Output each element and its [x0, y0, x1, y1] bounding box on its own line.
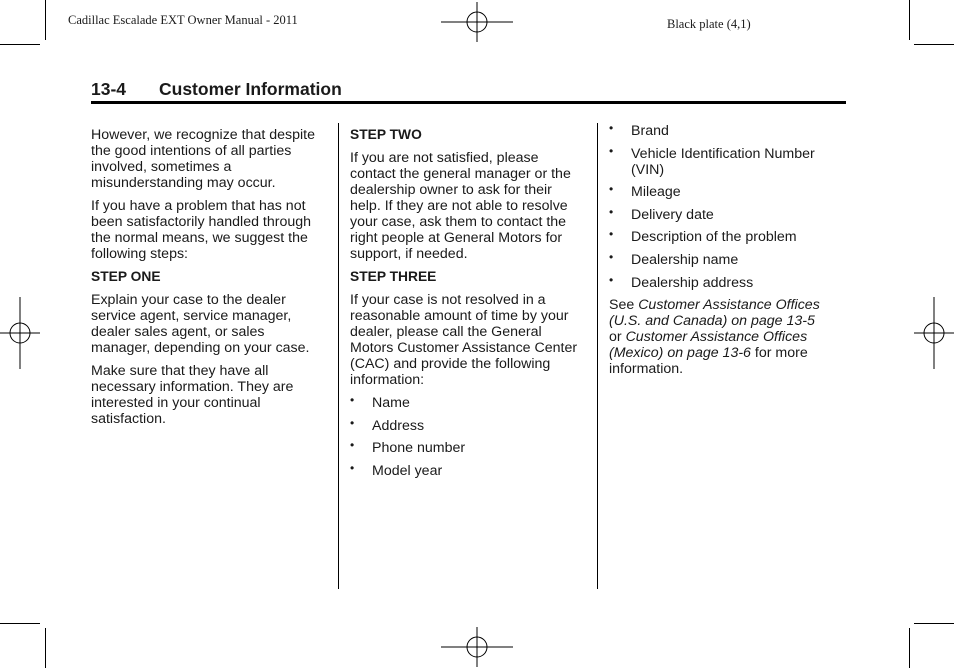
paragraph: Make sure that they have all necessary information. They are interested in your continual satisfaction. — [91, 363, 294, 427]
paragraph: However, we recognize that despite the good intentions of all parties involved, sometimes a misunderstanding may occur. — [91, 127, 315, 191]
registration-mark-right — [914, 297, 954, 369]
column-divider-2 — [597, 123, 598, 589]
column-3 — [609, 123, 829, 384]
bullet-icon: • — [350, 460, 355, 475]
see-reference: See Customer Assistance Offices (U.S. and Canada) on page 13-5 or Customer Assistance Offices (Mexico) on page 13-6 for more information. — [609, 297, 820, 378]
section-title: Customer Information — [159, 79, 342, 99]
bullet-icon: • — [609, 272, 614, 287]
section-number: 13-4 — [91, 79, 127, 99]
list-item: • Name — [350, 393, 410, 411]
step-three-heading: STEP THREE — [350, 269, 437, 284]
bullet-icon: • — [350, 438, 355, 453]
bullet-icon: • — [609, 204, 614, 219]
bullet-icon: • — [609, 143, 614, 158]
column-1 — [91, 127, 323, 434]
section-heading — [91, 79, 846, 101]
list-item: • Dealership address — [609, 272, 754, 291]
list-item: • Address — [350, 415, 425, 434]
bullet-icon: • — [609, 121, 614, 135]
list-item: • Vehicle Identification Number (VIN) — [609, 143, 815, 178]
step-one-heading: STEP ONE — [91, 269, 161, 284]
bullet-icon: • — [350, 393, 355, 407]
paragraph: If you have a problem that has not been satisfactorily handled through the normal means, we suggest the following steps: — [91, 198, 312, 262]
column-divider-1 — [338, 123, 339, 589]
step-two-heading: STEP TWO — [350, 127, 422, 142]
registration-mark-top — [441, 2, 513, 42]
bullet-icon: • — [609, 182, 614, 197]
bullet-icon: • — [609, 249, 614, 264]
registration-mark-left — [0, 297, 40, 369]
title-rule — [91, 101, 846, 104]
list-item: • Description of the problem — [609, 227, 797, 246]
paragraph: Explain your case to the dealer service agent, service manager, dealer sales agent, or sales manager, depending on your case. — [91, 292, 310, 356]
list-item: • Brand — [609, 121, 669, 139]
list-item: • Phone number — [350, 438, 466, 457]
list-item: • Delivery date — [609, 204, 714, 223]
plate-label: Black plate (4,1) — [667, 17, 751, 31]
info-list — [350, 395, 584, 479]
bullet-icon: • — [609, 227, 614, 242]
list-item: • Dealership name — [609, 249, 739, 268]
paragraph: If your case is not resolved in a reasonable amount of time by your dealer, please call the General Motors Customer Assistance Center (CAC) and provide the following information: — [350, 292, 578, 388]
bullet-icon: • — [350, 415, 355, 430]
cross-reference-link-mexico[interactable]: Customer Assistance Offices (Mexico) on page 13-6 — [609, 329, 808, 362]
manual-title: Cadillac Escalade EXT Owner Manual - 2011 — [68, 13, 298, 27]
registration-mark-bottom — [441, 627, 513, 667]
paragraph: If you are not satisfied, please contact the general manager or the dealership owner to ask for their help. If they are not able to resolve your case, ask them to contact the right people at General Motors for support, if needed. — [350, 150, 571, 262]
column-2 — [350, 127, 584, 485]
list-item: • Mileage — [609, 182, 681, 201]
list-item: • Model year — [350, 460, 443, 479]
cross-reference-link-us-canada[interactable]: Customer Assistance Offices (U.S. and Canada) on page 13-5 — [609, 297, 820, 330]
info-list-continued — [609, 123, 829, 291]
